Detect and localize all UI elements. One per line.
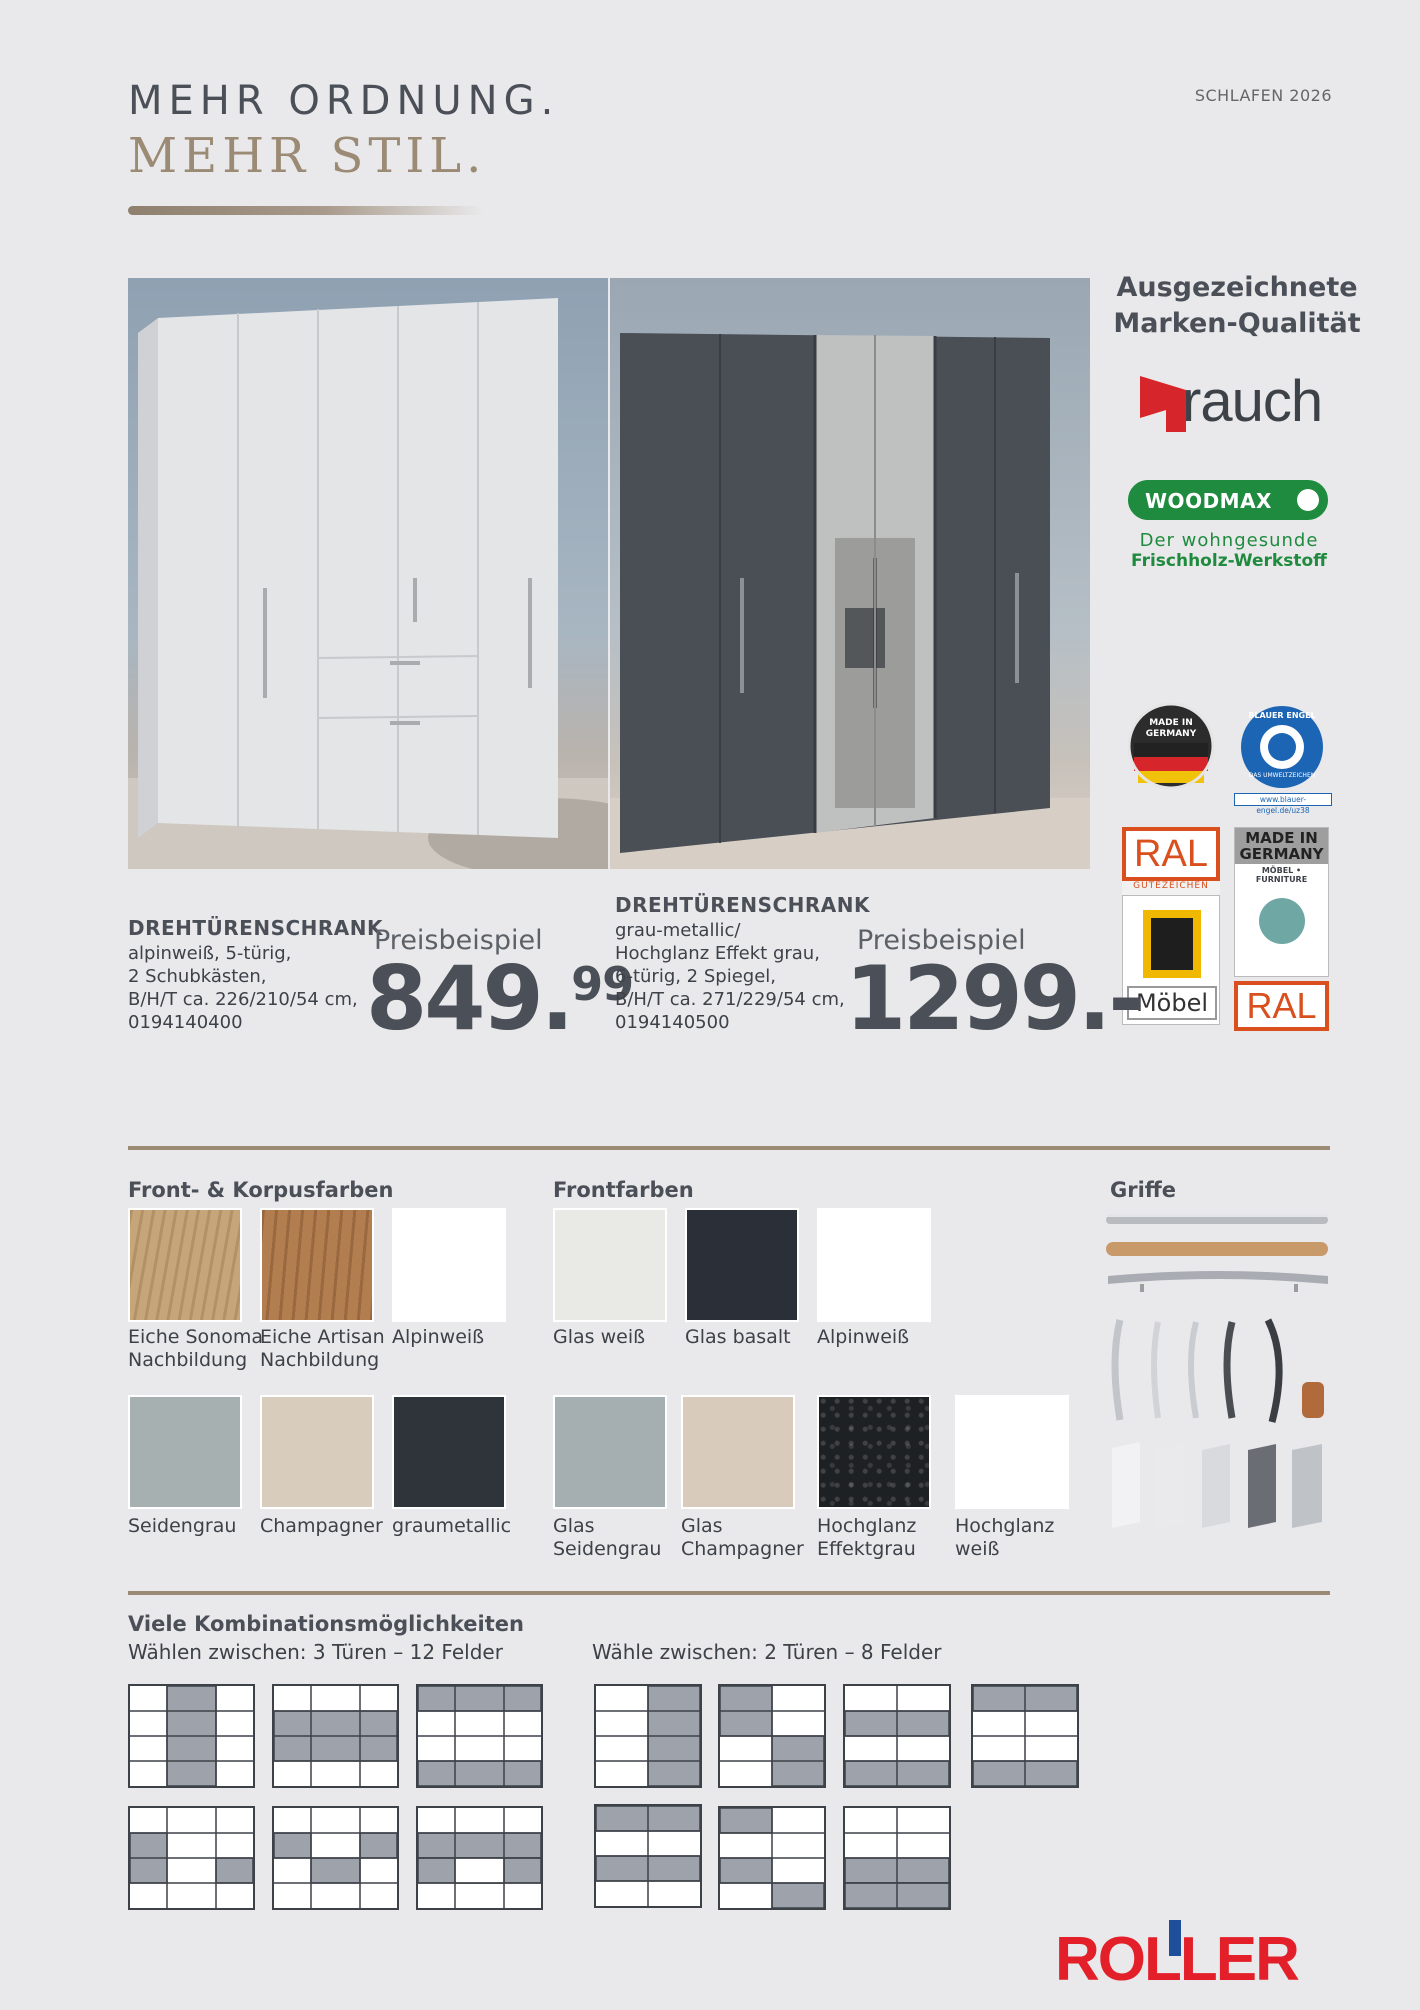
product-2-desc-line: 6-türig, 2 Spiegel, (615, 966, 777, 987)
combo-2door-1[interactable] (594, 1684, 702, 1788)
combo-3door-2[interactable] (272, 1684, 399, 1788)
roller-logo[interactable] (1053, 1920, 1323, 1994)
woodmax-tagline2: Frischholz-Werkstoff (1131, 551, 1327, 571)
swatch-eiche-sonoma[interactable] (128, 1208, 242, 1322)
swatch-label: Seidengrau (128, 1515, 237, 1537)
swatch-champagner[interactable] (260, 1395, 374, 1509)
season-label: SCHLAFEN 2026 (1194, 86, 1332, 105)
product-2-info (615, 893, 870, 1034)
quality-title (1112, 270, 1362, 342)
swatch-alpinweiss[interactable] (392, 1208, 506, 1322)
combo-3door-4[interactable] (128, 1806, 255, 1910)
swatch-label (553, 1515, 661, 1561)
product-1-price-cents: 99 (571, 957, 634, 1011)
product-1-title: DREHTÜRENSCHRANK (128, 916, 384, 940)
product-1-desc-line: B/H/T ca. 226/210/54 cm, (128, 989, 358, 1010)
combo-2door-4[interactable] (971, 1684, 1079, 1788)
combinations-sub-left: Wählen zwischen: 3 Türen – 12 Felder (128, 1640, 503, 1664)
swatch-label-line2: Seidengrau (553, 1538, 662, 1560)
made-in-germany-badge (1128, 703, 1214, 789)
swatch-glas-basalt[interactable] (685, 1208, 799, 1322)
combo-2door-7[interactable] (843, 1806, 951, 1910)
product-2-desc (615, 919, 870, 1034)
swatch-label: Champagner (260, 1515, 383, 1537)
swatch-hochglanz-effektgrau[interactable] (817, 1395, 931, 1509)
rauch-logo-text: rauch (1182, 369, 1323, 434)
swatch-label-line1: Glas (681, 1515, 723, 1537)
mig-seal-icon (1259, 898, 1305, 944)
headline-line1: MEHR ORDNUNG. (128, 78, 560, 124)
swatch-label: Glas basalt (685, 1326, 791, 1348)
product-1-price-label: Preisbeispiel (374, 925, 543, 956)
combo-2door-5[interactable] (594, 1804, 702, 1908)
front-korpus-title: Front- & Korpusfarben (128, 1178, 394, 1202)
mig-label-sub: MÖBEL • FURNITURE (1255, 866, 1308, 884)
combo-2door-2[interactable] (718, 1684, 826, 1788)
swatch-glas-seidengrau[interactable] (553, 1395, 667, 1509)
mig-furniture-label (1234, 827, 1331, 1027)
combo-3door-1[interactable] (128, 1684, 255, 1788)
product-1-desc-line: alpinweiß, 5-türig, (128, 943, 292, 964)
moebel-m-icon (1143, 910, 1201, 978)
product-2-desc-line: B/H/T ca. 271/229/54 cm, (615, 989, 845, 1010)
combo-3door-3[interactable] (416, 1684, 543, 1788)
blauer-engel-badge (1232, 705, 1332, 815)
swatch-front-alpinweiss[interactable] (817, 1208, 931, 1322)
rauch-logo (1138, 370, 1328, 440)
combo-2door-3[interactable] (843, 1684, 951, 1788)
swatch-glas-weiss[interactable] (553, 1208, 667, 1322)
moebel-text: Möbel (1127, 986, 1217, 1020)
swatch-label-line1: Hochglanz (817, 1515, 917, 1537)
blauer-engel-text: BLAUER ENGEL (1248, 711, 1316, 720)
swatch-graumetallic[interactable] (392, 1395, 506, 1509)
swatch-label (817, 1515, 916, 1561)
product-1-desc-line: 2 Schubkästen, (128, 966, 267, 987)
product-1-desc (128, 942, 383, 1034)
section-divider (128, 1146, 1330, 1150)
made-in-germany-text: MADE IN GERMANY (1145, 718, 1197, 739)
swatch-label-line1: Eiche Artisan (260, 1326, 385, 1348)
combinations-title: Viele Kombinationsmöglichkeiten (128, 1612, 524, 1636)
woodmax-logo (1128, 480, 1330, 571)
swatch-label-line2: Nachbildung (128, 1349, 248, 1371)
product-1-info (128, 916, 383, 1034)
product-2-desc-line: 0194140500 (615, 1012, 730, 1033)
blauer-engel-url: www.blauer-engel.de/uz38 (1234, 793, 1332, 806)
combo-2door-6[interactable] (718, 1806, 826, 1910)
swatch-label-line1: Hochglanz (955, 1515, 1055, 1537)
swatch-hochglanz-weiss[interactable] (955, 1395, 1069, 1509)
ral-logo-top: RAL (1122, 827, 1220, 881)
swatch-label (955, 1515, 1054, 1561)
swatch-label-line2: weiß (955, 1538, 1000, 1560)
combo-3door-5[interactable] (272, 1806, 399, 1910)
swatch-label: Alpinweiß (817, 1326, 910, 1348)
quality-title-line2: Marken-Qualität (1113, 308, 1361, 339)
woodmax-pill (1128, 480, 1328, 520)
swatch-label-line2: Champagner (681, 1538, 804, 1560)
handles-gallery (1100, 1210, 1332, 1570)
product-2-title: DREHTÜRENSCHRANK (615, 893, 871, 917)
combinations-sub-right: Wähle zwischen: 2 Türen – 8 Felder (592, 1640, 942, 1664)
product-2-price: 1299.- (845, 947, 1142, 1050)
swatch-label-line1: Glas (553, 1515, 595, 1537)
handles-title: Griffe (1110, 1178, 1177, 1202)
swatch-label: Alpinweiß (392, 1326, 485, 1348)
product-photo-grey-wardrobe (610, 278, 1090, 869)
product-2-desc-line: Hochglanz Effekt grau, (615, 943, 820, 964)
blauer-engel-sub: DAS UMWELTZEICHEN (1248, 772, 1316, 779)
swatch-label-line2: Effektgrau (817, 1538, 916, 1560)
ral-logo-bottom: RAL (1234, 981, 1329, 1031)
combo-3door-6[interactable] (416, 1806, 543, 1910)
section-divider (128, 1591, 1330, 1595)
ral-guetezeichen: GÜTEZEICHEN (1122, 881, 1220, 895)
swatch-glas-champagner[interactable] (681, 1395, 795, 1509)
swatch-label (128, 1326, 263, 1372)
product-1-desc-line: 0194140400 (128, 1012, 243, 1033)
product-1-price-main: 849. (366, 947, 572, 1050)
product-1-price (366, 947, 634, 1050)
mig-label-title: MADE IN GERMANY (1235, 828, 1328, 864)
roller-logo-text: ROLLER (1055, 1925, 1298, 1994)
product-photo-white-wardrobe (128, 278, 608, 869)
headline-line2: MEHR STIL. (128, 128, 487, 184)
woodmax-name: WOODMAX (1145, 489, 1272, 513)
swatch-seidengrau[interactable] (128, 1395, 242, 1509)
product-2-desc-line: grau-metallic/ (615, 920, 741, 941)
swatch-label-line2: Nachbildung (260, 1349, 380, 1371)
swatch-label: graumetallic (392, 1515, 512, 1537)
swatch-label (681, 1515, 804, 1561)
headline-rule (128, 206, 483, 215)
swatch-label-line1: Eiche Sonoma (128, 1326, 264, 1348)
swatch-label: Glas weiß (553, 1326, 646, 1348)
quality-title-line1: Ausgezeichnete (1116, 272, 1358, 303)
front-colors-title: Frontfarben (553, 1178, 694, 1202)
woodmax-tagline1: Der wohngesunde (1139, 530, 1319, 551)
woodmax-leaf-icon (1297, 489, 1319, 511)
swatch-label (260, 1326, 385, 1372)
product-2-price-label: Preisbeispiel (857, 925, 1026, 956)
swatch-eiche-artisan[interactable] (260, 1208, 374, 1322)
